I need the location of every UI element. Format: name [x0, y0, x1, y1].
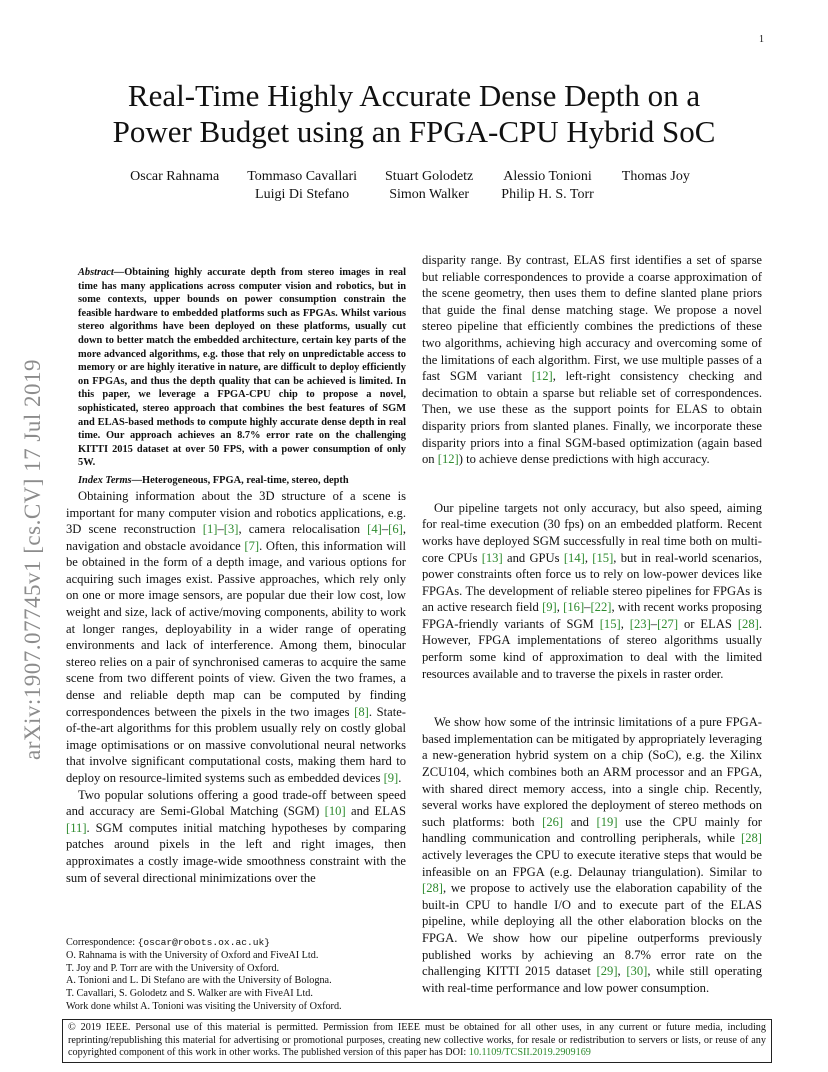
right-column: [422, 252, 762, 996]
body-paragraph: [422, 714, 762, 996]
paragraph-text: actively leverages the CPU to execute iterative steps that would be infeasible on an FPGA (e.g. Delaunay triangulation). Similar to: [422, 848, 762, 879]
citation-link[interactable]: [22]: [590, 600, 612, 615]
paragraph-text: Our pipeline targets not only accuracy, but also speed, aiming for real-time execution (30 fps) on an embedded platform. Recent works have deployed SGM successfully in real time both on multi-core CPUs: [422, 500, 762, 565]
footnote-line: T. Cavallari, S. Golodetz and S. Walker are with FiveAI Ltd.: [66, 988, 313, 1000]
title-line-2: Power Budget using an FPGA-CPU Hybrid SoC: [112, 114, 716, 149]
arxiv-identifier-stamp: arXiv:1907.07745v1 [cs.CV] 17 Jul 2019: [20, 358, 45, 760]
author-group: [622, 168, 690, 204]
citation-link[interactable]: [4]: [367, 522, 382, 537]
citation-link[interactable]: [13]: [481, 550, 503, 565]
author-name: Philip H. S. Torr: [501, 187, 594, 202]
author-name: Oscar Rahnama: [130, 169, 220, 184]
paragraph-text: .: [398, 771, 402, 785]
citation-link[interactable]: [23]: [629, 616, 651, 631]
copyright-text: © 2019 IEEE. Personal use of this material is permitted. Permission from IEEE must be obtained for all other uses, in any current or future media, including reprinting/republishing this material for advertising or promotional purposes, creating new collective works, for resale or redistribution to servers or lists, or reuse of any copyrighted component of this work in other works. The published version of this paper has DOI:: [68, 1022, 766, 1059]
paragraph-text: –: [650, 616, 658, 631]
paragraph-text: –: [381, 522, 389, 537]
paragraph-text: ,: [556, 600, 564, 615]
author-name: Tommaso Cavallari: [247, 169, 358, 184]
footnote-line: O. Rahnama is with the University of Oxford and FiveAI Ltd.: [66, 949, 319, 961]
paragraph-text: ,: [617, 964, 627, 979]
footnote-line: A. Tonioni and L. Di Stefano are with the University of Bologna.: [66, 975, 332, 987]
citation-link[interactable]: [9]: [542, 600, 557, 615]
author-list: [60, 168, 760, 204]
citation-link[interactable]: [11]: [66, 820, 87, 835]
citation-link[interactable]: [27]: [657, 616, 679, 631]
doi-link[interactable]: 10.1109/TCSII.2019.2909169: [468, 1047, 591, 1059]
footnotes: [66, 937, 406, 1014]
body-paragraph: [422, 252, 762, 468]
paragraph-text: . State-of-the-art algorithms for this problem usually rely on costly global image optimisations or on massive convolutional neural networks that involve significant computational costs, making them hard to deploy on resource-limited systems such as embedded devices: [66, 704, 406, 785]
paragraph-text: ,: [584, 550, 593, 565]
abstract-text: —Obtaining highly accurate depth from stereo images in real time has many applications across computer vision and robotics, but in some contexts, upper bounds on power consumption constrain the feasible hardware to embedded platforms such as FPGAs. Whilst various stereo algorithms have been deployed on these platforms, usually cut down to better match the embedded architecture, certain key parts of the more advanced algorithms, e.g. those that rely on unpredictable access to memory or are highly iterative in nature, are difficult to deploy efficiently on FPGAs, and thus the depth quality that can be achieved is limited. In this paper, we leverage a FPGA-CPU chip to propose a novel, sophisticated, stereo approach that combines the best features of SGM and ELAS-based methods to compute highly accurate dense depth in real time. Our approach achieves an 8.7% error rate on the challenging KITTI 2015 dataset at over 50 FPS, with a power consumption of only 5W.: [78, 267, 406, 469]
index-terms: [66, 474, 406, 488]
paragraph-text: ) to achieve dense predictions with high accuracy.: [458, 452, 710, 467]
citation-link[interactable]: [10]: [324, 804, 346, 819]
body-paragraph: [66, 787, 406, 887]
citation-link[interactable]: [6]: [388, 522, 403, 537]
author-name: Simon Walker: [389, 187, 470, 202]
paragraph-text: Two popular solutions offering a good trade-off between speed and accuracy are Semi-Global Matching (SGM): [66, 787, 406, 819]
author-name: Thomas Joy: [621, 169, 690, 184]
citation-link[interactable]: [7]: [244, 538, 260, 553]
citation-link[interactable]: [26]: [542, 814, 564, 829]
paragraph-text: . However, FPGA implementations of stereo algorithms usually perform some kind of approximation to deal with the limited resources available and to traverse the pixels in raster order.: [422, 616, 762, 681]
paragraph-text: We show how some of the intrinsic limitations of a pure FPGA-based implementation can be mitigated by appropriately leveraging a new-generation hybrid system on a chip (SoC), e.g. the Xilinx ZCU104, which combines both an ARM processor and an FPGA, with shared direct memory access, into a single chip. Recently, several works have explored the deployment of stereo methods on such platforms: both: [422, 715, 762, 829]
paragraph-text: and ELAS: [345, 804, 406, 819]
paragraph-text: , camera relocalisation: [238, 522, 368, 537]
citation-link[interactable]: [12]: [437, 452, 459, 467]
paper-title: [40, 78, 788, 150]
paragraph-text: and: [563, 814, 597, 829]
citation-link[interactable]: [28]: [741, 831, 762, 846]
paragraph-text: and GPUs: [502, 550, 564, 565]
citation-link[interactable]: [3]: [223, 522, 239, 537]
citation-link[interactable]: [28]: [737, 616, 759, 631]
paragraph-text: Obtaining information about the 3D structure of a scene is important for many computer vision and robotics applications, e.g. 3D scene reconstruction: [66, 488, 406, 537]
abstract: [66, 266, 406, 470]
citation-link[interactable]: [14]: [563, 550, 585, 565]
footnote-line: Work done whilst A. Tonioni was visiting the University of Oxford.: [66, 1000, 342, 1012]
correspondence-email: {oscar@robots.ox.ac.uk}: [137, 937, 270, 948]
paragraph-text: or ELAS: [678, 616, 738, 631]
author-group: [385, 168, 473, 204]
citation-link[interactable]: [28]: [422, 881, 443, 896]
paragraph-text: , with recent works proposing FPGA-friendly variants of SGM: [422, 600, 762, 631]
paragraph-text: –: [584, 600, 591, 615]
paragraph-text: –: [217, 522, 224, 537]
copyright-notice: [62, 1019, 772, 1063]
footnote-line: T. Joy and P. Torr are with the University of Oxford.: [66, 962, 280, 974]
citation-link[interactable]: [19]: [596, 814, 618, 829]
citation-link[interactable]: [15]: [592, 550, 614, 565]
citation-link[interactable]: [29]: [596, 964, 618, 979]
citation-link[interactable]: [15]: [599, 616, 621, 631]
footnote-correspondence: Correspondence: {oscar@robots.ox.ac.uk}: [66, 937, 270, 948]
author-group: [501, 168, 594, 204]
author-name: Alessio Tonioni: [503, 169, 592, 184]
citation-link[interactable]: [12]: [531, 369, 553, 384]
citation-link[interactable]: [9]: [383, 771, 399, 785]
author-group: [247, 168, 357, 204]
author-group: [130, 168, 219, 204]
paragraph-text: , we propose to actively use the elaboration capability of the built-in CPU to handle I/O and to execute part of the ELAS pipeline, while deploying all the other elaboration blocks on the FPGA. We show how our pipeline outperforms previously published works by achieving an 8.7% error rate on the challenging KITTI 2015 dataset: [422, 881, 762, 979]
page-number: 1: [759, 34, 764, 45]
title-line-1: Real-Time Highly Accurate Dense Depth on a: [127, 78, 701, 113]
paragraph-text: , left-right consistency checking and decimation to obtain a sparse but reliable set of correspondences. Then, we use these as the support points for ELAS to obtain disparity priors from slanted planes. Finally, we incorporate these disparity priors into a final SGM-based optimization (again based on: [422, 369, 762, 467]
citation-link[interactable]: [30]: [626, 964, 648, 979]
paragraph-text: ,: [620, 616, 630, 631]
body-paragraph: [66, 488, 406, 787]
author-name: Stuart Golodetz: [385, 169, 474, 184]
paragraph-text: , navigation and obstacle avoidance: [66, 522, 406, 553]
paragraph-text: disparity range. By contrast, ELAS first identifies a set of sparse but reliable correspondences to provide a coarse approximation of the scene geometry, then uses them to define slanted plane priors that guide the final dense matching stage. We propose a novel stereo pipeline that efficiently combines the predictions of these two algorithms, achieving high accuracy and overcoming some of the limitations of each algorithm. First, we use multiple passes of a fast SGM variant: [422, 253, 762, 384]
paragraph-text: . SGM computes initial matching hypotheses by comparing patches around pixels in the left and right images, then approximates a costly image-wide smoothness constraint with the sum of several directional minimizations over the: [66, 820, 406, 885]
index-terms-text: —Heterogeneous, FPGA, real-time, stereo, depth: [131, 474, 349, 486]
paragraph-text: , but in real-world scenarios, power constraints often force us to rely on low-power devices like FPGAs. The development of reliable stereo pipelines for FPGAs is an active research field: [422, 550, 762, 615]
paragraph-text: . Often, this information will be obtained in the form of a depth image, and various options for acquiring such images exist. Passive approaches, which rely only on one or more image sensors, are popular due their low cost, low weight and size, lack of active/moving components, ability to work at longer ranges, deployability in a wider range of operating environments and lack of interference. Among them, binocular stereo relies on a pair of synchronised cameras to acquire the same scene from two different points of view. Given the two frames, a dense and reliable depth map can be computed by finding correspondences between the pixels in the two images: [66, 538, 406, 719]
left-column: [66, 266, 406, 886]
citation-link[interactable]: [1]: [202, 522, 218, 537]
paragraph-text: use the CPU mainly for handling communication and controlling peripherals, while: [422, 814, 762, 846]
paragraph-text: , while still operating with real-time performance and low power consumption.: [422, 964, 762, 995]
author-name: Luigi Di Stefano: [255, 187, 350, 202]
citation-link[interactable]: [16]: [563, 600, 585, 615]
index-terms-label: Index Terms: [78, 474, 132, 486]
abstract-label: Abstract: [78, 267, 114, 278]
citation-link[interactable]: [8]: [354, 704, 369, 719]
body-paragraph: [422, 500, 762, 683]
